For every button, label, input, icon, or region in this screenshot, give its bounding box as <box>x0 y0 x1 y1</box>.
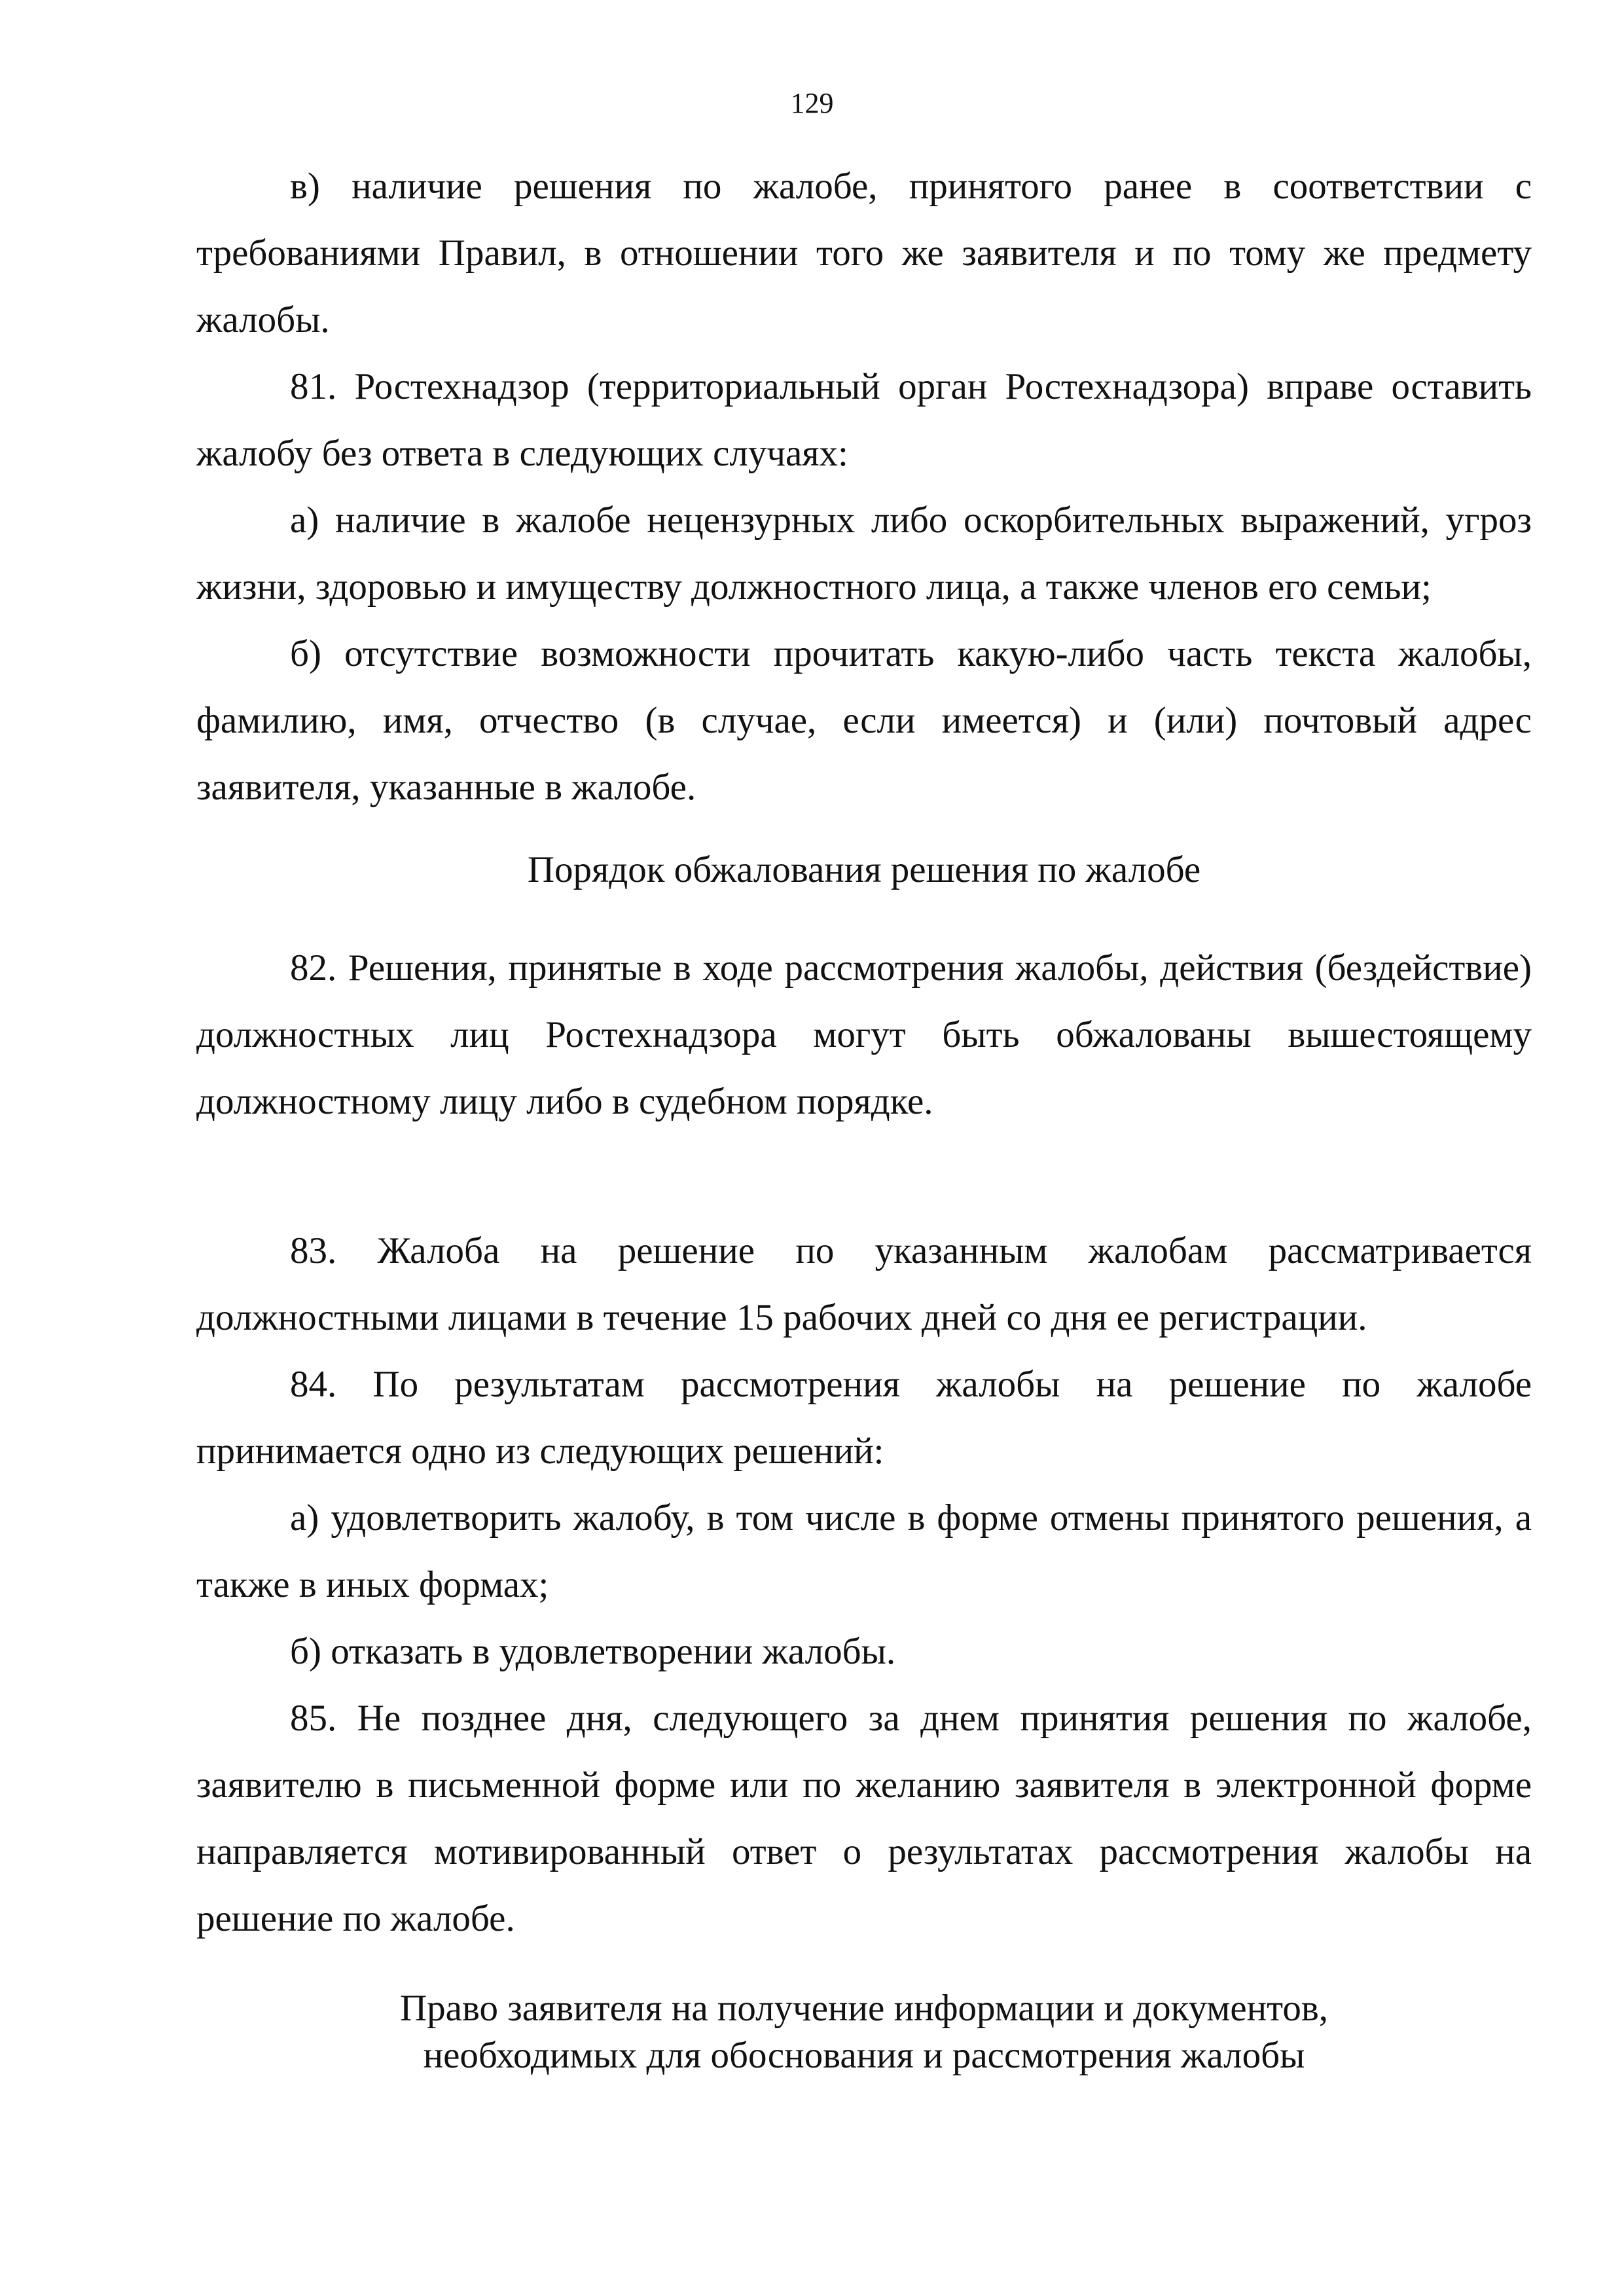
section-heading-line-1: Право заявителя на получение информации и документов, <box>400 1988 1328 2029</box>
paragraph-84-item-a: а) удовлетворить жалобу, в том числе в форме отмены принятого решения, а также в иных формах; <box>196 1497 1532 1605</box>
section-heading-right-to-information <box>196 1985 1532 2079</box>
paragraph-81: 81. Ростехнадзор (территориальный орган Ростехнадзора) вправе оставить жалобу без ответа в следующих случаях: <box>196 366 1532 474</box>
paragraph-81-item-a: а) наличие в жалобе нецензурных либо оскорбительных выражений, угроз жизни, здоровью и имуществу должностного лица, а также членов его семьи; <box>196 500 1532 608</box>
paragraph-84: 84. По результатам рассмотрения жалобы на решение по жалобе принимается одно из следующих решений: <box>196 1364 1532 1472</box>
section-heading-appeal-procedure: Порядок обжалования решения по жалобе <box>527 849 1201 890</box>
paragraph-81-item-b: б) отсутствие возможности прочитать какую-либо часть текста жалобы, фамилию, имя, отчество (в случае, если имеется) и (или) почтовый адрес заявителя, указанные в жалобе. <box>196 633 1532 808</box>
paragraph-item-v: в) наличие решения по жалобе, принятого ранее в соответствии с требованиями Правил, в отношении того же заявителя и по тому же предмету жалобы. <box>196 166 1532 340</box>
paragraph-82: 82. Решения, принятые в ходе рассмотрения жалобы, действия (бездействие) должностных лиц Ростехнадзора могут быть обжалованы вышестоящему должностному лицу либо в судебном порядке. <box>196 947 1532 1122</box>
section-heading-line-2: необходимых для обоснования и рассмотрения жалобы <box>423 2035 1305 2076</box>
paragraph-83: 83. Жалоба на решение по указанным жалобам рассматривается должностными лицами в течение 15 рабочих дней со дня ее регистрации. <box>196 1230 1532 1338</box>
document-body <box>196 153 1532 2079</box>
paragraph-84-item-b: б) отказать в удовлетворении жалобы. <box>290 1631 896 1672</box>
paragraph-85: 85. Не позднее дня, следующего за днем принятия решения по жалобе, заявителю в письменной форме или по желанию заявителя в электронной форме направляется мотивированный ответ о результатах рассмотрения жалобы на решение по жалобе. <box>196 1698 1532 1939</box>
page-number: 129 <box>790 87 834 119</box>
